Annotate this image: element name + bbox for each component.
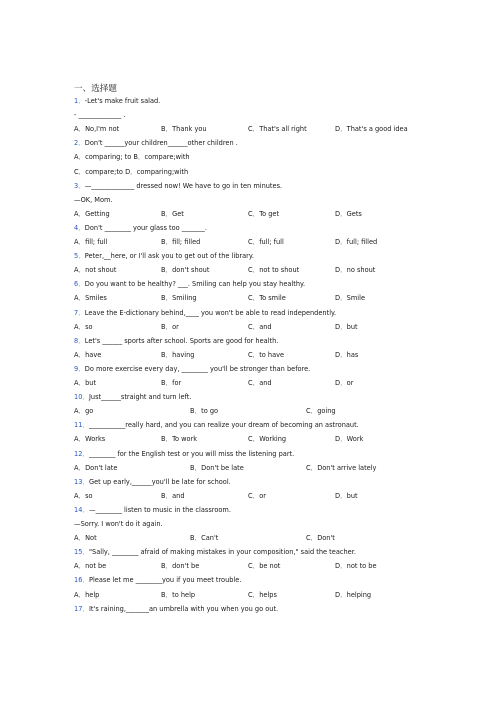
option-a[interactable]: A．not shout — [74, 266, 117, 275]
option-d[interactable]: D．but — [335, 322, 358, 331]
question-stem — [74, 309, 336, 318]
question-number: 15． — [74, 548, 89, 557]
options-row — [74, 562, 434, 571]
question-text: ___________really hard, and you can realize your dream of becoming an astronaut. — [88, 421, 359, 430]
question-stem — [74, 605, 278, 614]
question-number: 5． — [74, 252, 85, 261]
option-a[interactable]: A．Don't late — [74, 463, 118, 472]
option-b[interactable]: B．or — [161, 322, 179, 331]
question-text: "Sally, ________ afraid of making mistakes in your composition," said the teacher. — [88, 548, 356, 557]
option-a[interactable]: A．but — [74, 379, 97, 387]
option-c[interactable]: C．Don't arrive lately — [306, 463, 377, 472]
option-a[interactable]: A．Smiles — [74, 294, 107, 303]
question-text: Please let me ________you if you meet trouble. — [88, 576, 242, 585]
question-text: Do more exercise every day, ________ you'll be stronger than before. — [84, 364, 311, 373]
option-a[interactable]: A．not be — [74, 562, 107, 571]
question-number: 13． — [74, 477, 89, 486]
question-stem — [74, 280, 305, 289]
question-number: 12． — [74, 449, 89, 458]
option-b[interactable]: B．Don't be late — [190, 463, 244, 472]
options-row — [74, 351, 434, 360]
option-b[interactable]: B．fill; filled — [161, 238, 201, 246]
question-number: 1． — [74, 97, 85, 105]
question-text: Get up early,______you'll be late for school. — [88, 477, 231, 486]
question-text: —OK, Mom. — [74, 195, 113, 204]
options-row — [74, 294, 434, 303]
option-a[interactable]: A．Getting — [74, 209, 110, 218]
options-row — [74, 323, 434, 332]
question-text: Don't ______your children______other children . — [84, 139, 238, 148]
option-line[interactable]: C．compare;to D．comparing;with — [74, 167, 189, 176]
question-number: 2． — [74, 139, 85, 148]
question-number: 7． — [74, 308, 85, 317]
options-row — [74, 238, 434, 247]
option-a[interactable]: A．No,I'm not — [74, 125, 120, 134]
option-a[interactable]: A．help — [74, 590, 100, 599]
option-d[interactable]: D．Gets — [335, 209, 362, 218]
question-text: -Let's make fruit salad. — [84, 97, 161, 105]
option-a[interactable]: A．fill; full — [74, 238, 108, 246]
option-c[interactable]: C．or — [248, 491, 266, 500]
option-a[interactable]: A．so — [74, 322, 93, 331]
option-c[interactable]: C．and — [248, 379, 272, 387]
option-a[interactable]: A．Works — [74, 435, 106, 444]
option-b[interactable]: B．Get — [161, 209, 184, 218]
question-stem — [74, 182, 282, 191]
option-b[interactable]: B．don't shout — [161, 266, 210, 275]
question-text: Don't ________ your glass too _______. — [84, 223, 207, 232]
question-number: 3． — [74, 181, 85, 190]
question-text: —________ listen to music in the classroom. — [88, 505, 231, 514]
option-b[interactable]: B．and — [161, 491, 185, 500]
question-line — [74, 520, 163, 529]
question-stem — [74, 337, 278, 346]
section-title: 一、选择题 — [74, 84, 117, 94]
option-c[interactable]: C．To get — [248, 209, 280, 218]
option-b[interactable]: B．don't be — [161, 562, 200, 571]
option-b[interactable]: B．Smiling — [161, 294, 197, 303]
question-text: Peter,__here, or I'll ask you to get out of the library. — [84, 252, 254, 261]
question-line — [74, 196, 113, 205]
question-text: - _____________ . — [74, 111, 126, 120]
option-c[interactable]: C．going — [306, 407, 336, 416]
option-b[interactable]: B．for — [161, 379, 182, 387]
options-row — [74, 266, 434, 275]
question-number: 6． — [74, 280, 85, 289]
option-a[interactable]: A．Not — [74, 534, 97, 543]
question-number: 9． — [74, 364, 85, 373]
option-d[interactable]: D．helping — [335, 590, 372, 599]
question-number: 16． — [74, 576, 89, 585]
options-row — [74, 591, 434, 600]
options-row — [74, 407, 434, 416]
question-number: 17． — [74, 604, 89, 613]
option-b[interactable]: B．to go — [190, 407, 219, 416]
option-d[interactable]: D．Smile — [335, 294, 366, 303]
question-number: 11． — [74, 421, 89, 430]
options-row — [74, 379, 434, 388]
question-stem — [74, 393, 191, 402]
question-text: Leave the E-dictionary behind,____ you won't be able to read independently. — [84, 308, 337, 317]
question-stem — [74, 139, 238, 148]
option-b[interactable]: B．to help — [161, 590, 196, 599]
question-text: —Sorry. I won't do it again. — [74, 520, 163, 528]
option-a[interactable]: A．have — [74, 350, 102, 359]
option-c[interactable]: C．to have — [248, 350, 285, 359]
option-a[interactable]: A．so — [74, 491, 93, 500]
question-stem — [74, 421, 359, 430]
question-number: 8． — [74, 336, 85, 345]
question-text: ________ for the English test or you will miss the listening part. — [88, 449, 295, 458]
question-stem — [74, 478, 231, 487]
option-c[interactable]: C．be not — [248, 562, 281, 571]
question-text: —_____________ dressed now! We have to go in ten minutes. — [84, 181, 283, 190]
question-stem — [74, 506, 231, 515]
options-row — [74, 125, 434, 134]
question-text: Let's ______ sports after school. Sports are good for health. — [84, 336, 279, 345]
question-stem — [74, 365, 310, 374]
option-d[interactable]: D．Work — [335, 435, 364, 444]
option-c[interactable]: C．Don't — [306, 534, 335, 543]
option-c[interactable]: C．Working — [248, 435, 287, 444]
option-d[interactable]: D．but — [335, 491, 358, 500]
option-c[interactable]: C．To smile — [248, 294, 286, 303]
question-number: 14． — [74, 505, 89, 514]
question-stem — [74, 548, 356, 557]
options-row — [74, 492, 434, 501]
option-d[interactable]: D．not to be — [335, 562, 377, 571]
options-row — [74, 210, 434, 219]
options-row — [74, 464, 434, 473]
option-c[interactable]: C．full; full — [248, 238, 284, 246]
option-b[interactable]: B．Can't — [190, 534, 219, 543]
option-c[interactable]: C．not to shout — [248, 266, 300, 275]
question-stem — [74, 224, 207, 233]
option-c[interactable]: C．helps — [248, 590, 277, 599]
option-c[interactable]: C．That's all right — [248, 125, 307, 134]
options-row — [74, 435, 434, 444]
option-d[interactable]: D．full; filled — [335, 238, 378, 246]
question-stem — [74, 576, 241, 585]
option-b[interactable]: B．Thank you — [161, 125, 207, 134]
option-b[interactable]: B．having — [161, 350, 195, 359]
option-d[interactable]: D．That's a good idea — [335, 125, 408, 134]
question-text: Just______straight and turn left. — [88, 393, 192, 402]
option-b[interactable]: B．To work — [161, 435, 198, 444]
option-c[interactable]: C．and — [248, 322, 272, 331]
option-a[interactable]: A．go — [74, 407, 94, 416]
option-d[interactable]: D．or — [335, 379, 354, 387]
question-number: 10． — [74, 393, 89, 402]
question-stem — [74, 97, 160, 106]
option-d[interactable]: D．no shout — [335, 266, 376, 275]
question-line — [74, 111, 126, 120]
question-stem — [74, 252, 254, 261]
question-text: It's raining,_______an umbrella with you when you go out. — [88, 604, 279, 613]
question-number: 4． — [74, 223, 85, 232]
option-d[interactable]: D．has — [335, 350, 359, 359]
option-line[interactable]: A．comparing; to B．compare;with — [74, 153, 190, 162]
question-text: Do you want to be healthy? ___. Smiling can help you stay healthy. — [84, 280, 306, 289]
question-stem — [74, 450, 294, 459]
options-row — [74, 534, 434, 543]
